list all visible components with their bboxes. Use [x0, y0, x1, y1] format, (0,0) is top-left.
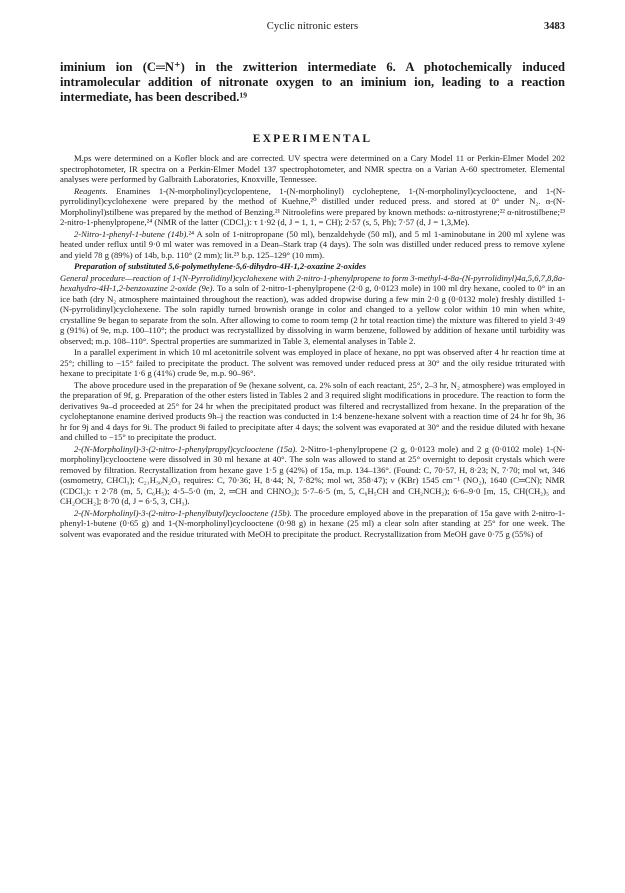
paragraph-parallel: In a parallel experiment in which 10 ml acetonitrile solvent was employed in place of hexane, no ppt was observed after 4 hr reaction time at 25°; chilling to −15° failed to precipitate the product. The solvent was removed under reduced press at 30° and the oily residue triturated with hexane to precipitate 1·6 g (41%) crude 9e, m.p. 90–96°.: [60, 347, 565, 378]
nitrobutene-label: 2-Nitro-1-phenyl-1-butene (14b).: [74, 228, 189, 239]
running-header: [60, 21, 565, 35]
paragraph-above-procedure: The above procedure used in the preparation of 9e (hexane solvent, ca. 2% soln of each reactant, 25°, 2–3 hr, N₂ atmosphere) was employed in the preparation of 9f, g. Preparation of the other esters listed in Tables 2 and 3 required slight modifications in procedure. The reaction to form the derivatives 9a–d proceeded at 25° for 24 hr when the precipitated product was filtered and recrystallized from hexane. In the preparation of the cycloheptanone enamine derived products 9h–j the reaction was conducted in 1:4 benzene-hexane solvent with a reaction time of 24 hr for 9h, 36 hr for 9j and 4 days for 9i. The product 9i failed to precipitate after 4 days; the solvent was evaporated at 30° and the residue diluted with hexane and chilled to −15° to precipitate the product.: [60, 379, 565, 442]
subheading-preparation: Preparation of substituted 5,6-polymethylene-5,6-dihydro-4H-1,2-oxazine 2-oxides: [74, 261, 366, 271]
compound-15b-label: 2-(N-Morpholinyl)-3-(2-nitro-1-phenylbutyl)cyclooctene (15b).: [74, 507, 292, 518]
section-heading-experimental: EXPERIMENTAL: [252, 133, 373, 145]
paragraph-general: M.ps were determined on a Kofler block and are corrected. UV spectra were determined on a Cary Model 11 or Perkin-Elmer Model 202 spectrophotometer, IR spectra on a Perkin-Elmer Model 137 spectrophotometer, and NMR spectra on a Varian A-60 spectrometer. Elemental analyses were performed by Galbraith Laboratories, Knoxville, Tennessee.: [60, 153, 565, 184]
compound-15a-label: 2-(N-Morpholinyl)-3-(2-nitro-1-phenylpropyl)cyclooctene (15a).: [74, 443, 298, 454]
reagents-text: Enamines 1-(N-morpholinyl)cyclopentene, 1-(N-morpholinyl) cycloheptene, 1-(N-morpholinyl)cyclooctene, and 1-(N-pyrrolidinyl)cyclohexene were prepared by the method of Kuehne,²⁰ distilled under reduced press. and stored at 0° under N₂. α-(N-Morpholinyl)stilbene was prepared by the method of Benzing.²¹ Nitroolefins were prepared by known methods: ω-nitrostyrene;²² α-nitrostilbene;²³ 2-nitro-1-phenylpropene,²⁴ (NMR of the latter (CDCl₃): τ 1·92 (d, J = 1, 1, = CH); 2·57 (s, 5, Ph); 7·57 (d, J = 1,3,Me).: [60, 185, 565, 227]
general-procedure-text: To a soln of 2-nitro-1-phenylpropene (2·0 g, 0·0123 mole) in 100 ml dry hexane, cooled to 0° in an ice bath (dry N₂ atmosphere maintained throughout the reaction), was added dropwise during a few min 2·0 g (0·0132 mole) freshly distilled 1-(N-pyrrolidinyl)cyclohexene. The soln rapidly turned brownish orange in color and changed to a yellow color within 10 min when white, crystalline 9e began to separate from the soln. After allowing to come to room temp (2 hr total reaction time) the mixture was filtered to yield 3·49 g (91%) of 9e, m.p. 100–110°; the product was recrystallized by dissolving in warm benzene, followed by addition of hexane until turbidity was observed; m.p. 108–110°. Spectral properties are summarized in Table 3, elemental analyses in Table 2.: [60, 283, 565, 346]
paragraph-nitrobutene: [60, 229, 565, 261]
page-number: 3483: [544, 21, 565, 32]
running-title: Cyclic nitronic esters: [266, 21, 359, 32]
compound-15a-text: 2-Nitro-1-phenylpropene (2 g, 0·0123 mole) and 2 g (0·0102 mole) 1-(N-morpholinyl)cyclooctene were dissolved in 30 ml hexane at 40°. The soln was allowed to stand at 25° overnight to deposit crystals which were removed by filtration. Recrystallization from hexane gave 1·5 g (42%) of 15a, m.p. 134–136°. (Found: C, 70·57, H, 8·23; N, 7·70; mol wt, 346 (osmometry, CHCl₃); C₂₁H₃₀N₂O₃ requires: C, 70·36; H, 8·44; N, 7·82%; mol wt, 358·47); ν (KBr) 1545 cm⁻¹ (NO₂), 1640 (C═CN); NMR (CDCl₃): τ 2·78 (m, 5, C₆H₅); 4·5–5·0 (m, 2, ═CH and CHNO₂); 5·7–6·5 (m, 5, C₆H₅CH and CH₂NCH₂); 6·6–9·0 [m, 15, CH(CH₂)₅ and CH₂OCH₂]; 8·70 (d, J = 6·5, 3, CH₃).: [60, 443, 566, 506]
paragraph-reagents: [60, 186, 565, 228]
general-procedure-label: General procedure—reaction of 1-(N-Pyrrolidinyl)cyclohexene with 2-nitro-1-phenylpropene to form 3-methyl-4-8a-(N-pyrrolidinyl)4a,5,6,7,8,8a-hexahydro-4H-1,2-benzoxazine 2-oxide (9e).: [60, 272, 565, 293]
compound-15b-text: The procedure employed above in the preparation of 15a gave with 2-nitro-1-phenyl-1-butene (0·65 g) and 1-(N-morpholinyl)cyclooctene (0·98 g) in hexane (25 ml) a clear soln after standing at 25° for one week. The solvent was evaporated and the residue triturated with MeOH to precipitate the product. Recrystallization from MeOH gave 0·75 g (55%) of: [60, 507, 566, 539]
paragraph-general-procedure: [60, 273, 565, 347]
intro-paragraph: iminium ion (C═N⁺) in the zwitterion intermediate 6. A photochemically induced intramolecular addition of nitronate oxygen to an iminium ion, leading to a reaction intermediate, has been described.¹⁹: [60, 60, 565, 104]
experimental-body: [60, 153, 565, 540]
paragraph-compound-15b: [60, 508, 565, 540]
nitrobutene-text: ²⁴ A soln of 1-nitropropane (50 ml), benzaldehyde (50 ml), and 5 ml 1-aminobutane in 200 ml xylene was heated under reflux until 9·0 ml water was removed in a Dean–Stark trap (4 days). The soln was distilled under reduced press to remove xylene and yield 78 g (89%) of 14b, b.p. 110° (2 mm); lit.²⁵ b.p. 125–129° (10 mm).: [60, 228, 565, 260]
reagents-label: Reagents.: [74, 185, 108, 196]
paragraph-compound-15a: [60, 444, 565, 507]
